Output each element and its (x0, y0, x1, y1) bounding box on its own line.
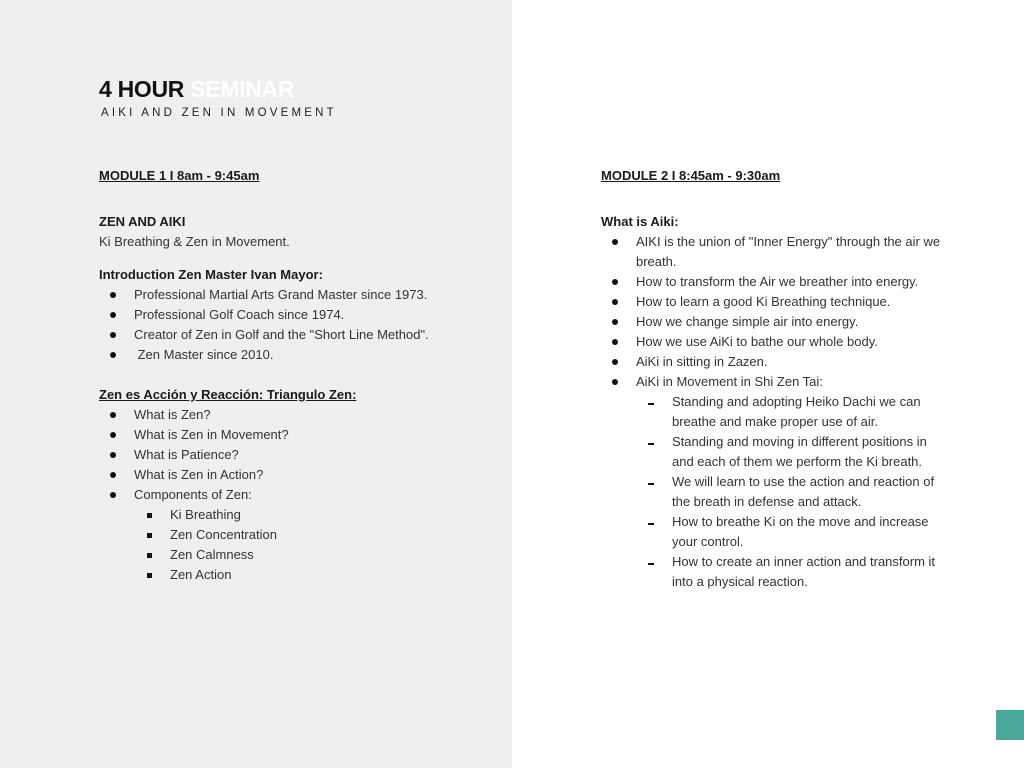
list-item: AiKi in sitting in Zazen. (601, 352, 961, 372)
list-item: How we change simple air into energy. (601, 312, 961, 332)
list-item: Standing and adopting Heiko Dachi we can breathe and make proper use of air. (601, 392, 942, 432)
list-item: AIKI is the union of "Inner Energy" through the air we breath. (601, 232, 941, 272)
list-item: Professional Golf Coach since 1974. (99, 305, 499, 325)
intro-list (99, 285, 499, 365)
list-item: AiKi in Movement in Shi Zen Tai: (601, 372, 961, 392)
list-item: Ki Breathing (99, 505, 499, 525)
list-item: We will learn to use the action and reaction of the breath in defense and attack. (601, 472, 942, 512)
list-item: Standing and moving in different positions in and each of them we perform the Ki breath. (601, 432, 942, 472)
what-is-aiki-heading: What is Aiki: (601, 214, 679, 229)
list-item: What is Zen in Action? (99, 465, 499, 485)
list-item: What is Patience? (99, 445, 499, 465)
list-item: How to breathe Ki on the move and increase your control. (601, 512, 942, 552)
triangulo-heading: Zen es Acción y Reacción: Triangulo Zen: (99, 387, 357, 402)
intro-heading: Introduction Zen Master Ivan Mayor: (99, 267, 323, 282)
title-bold: 4 HOUR (99, 76, 185, 102)
module-1-heading: MODULE 1 I 8am - 9:45am (99, 168, 260, 183)
list-item: What is Zen? (99, 405, 499, 425)
module-1-column (99, 166, 499, 585)
list-item: How to create an inner action and transform it into a physical reaction. (601, 552, 942, 592)
list-item: Zen Action (99, 565, 499, 585)
aiki-list (601, 232, 961, 392)
page-subtitle: AIKI AND ZEN IN MOVEMENT (101, 107, 337, 119)
components-list (99, 505, 499, 585)
title-ghost: SEMINAR (184, 76, 295, 102)
list-item: How to learn a good Ki Breathing technique. (601, 292, 961, 312)
zen-aiki-text: Ki Breathing & Zen in Movement. (99, 234, 290, 249)
title-block (99, 75, 337, 119)
module-2-column (601, 166, 961, 592)
page-title (99, 75, 337, 103)
triangulo-list (99, 405, 499, 505)
zen-aiki-heading: ZEN AND AIKI (99, 214, 186, 229)
list-item: Zen Master since 2010. (99, 345, 499, 365)
list-item: Professional Martial Arts Grand Master since 1973. (99, 285, 499, 305)
aiki-sub-list (601, 392, 961, 592)
module-2-heading: MODULE 2 I 8:45am - 9:30am (601, 168, 781, 183)
list-item: How we use AiKi to bathe our whole body. (601, 332, 961, 352)
list-item: Creator of Zen in Golf and the "Short Line Method". (99, 325, 499, 345)
list-item: Zen Concentration (99, 525, 499, 545)
list-item: Zen Calmness (99, 545, 499, 565)
list-item: What is Zen in Movement? (99, 425, 499, 445)
list-item: How to transform the Air we breather into energy. (601, 272, 961, 292)
page-corner-marker (996, 710, 1024, 740)
list-item: Components of Zen: (99, 485, 499, 505)
